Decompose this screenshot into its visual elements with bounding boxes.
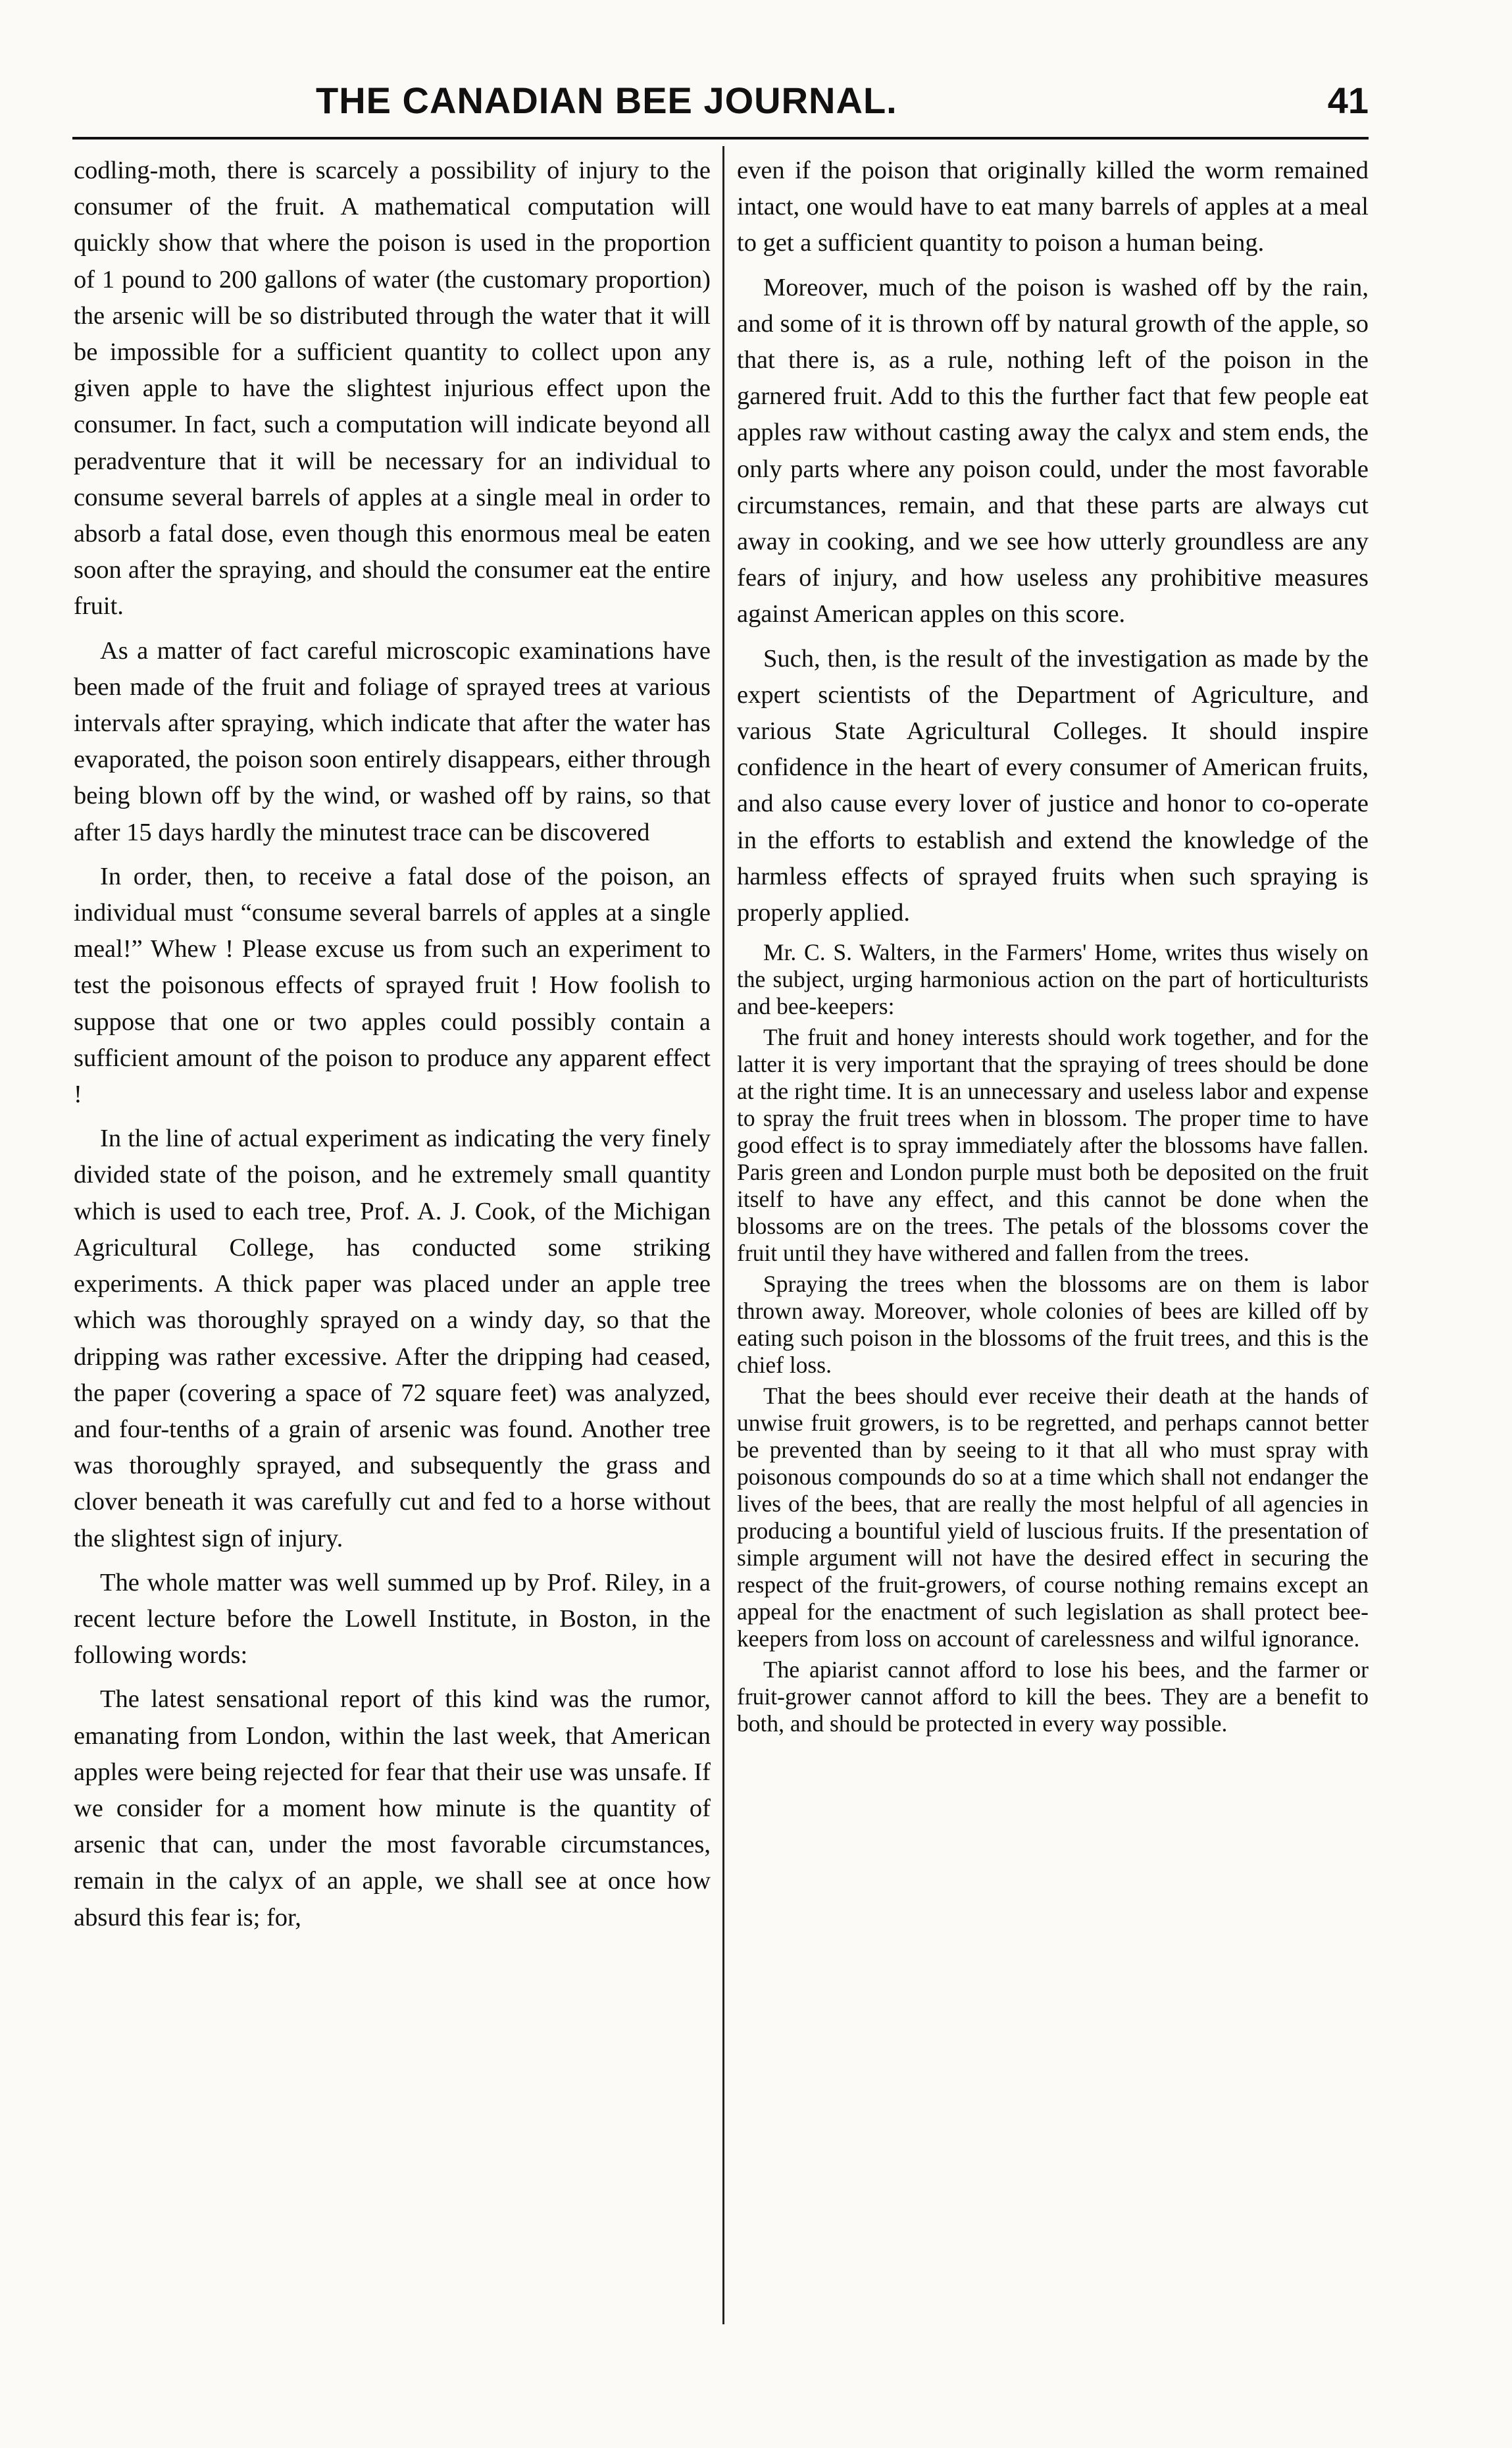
header-rule <box>72 137 1369 140</box>
paragraph: The fruit and honey interests should work together, and for the latter it is very important that the spraying of trees should be done at the right time. It is an unnecessary and useless labor and expense to spray the fruit trees when in blossom. The proper time to have good effect is to spray immediately after the blossoms have fallen. Paris green and London purple must both be deposited on the fruit itself to have any effect, and this cannot be done when the blossoms are on the trees. The petals of the blossoms cover the fruit until they have withered and fallen from the trees. <box>737 1024 1369 1267</box>
paragraph: The whole matter was well summed up by Prof. Riley, in a recent lecture before the Lowell Institute, in Boston, in the following words: <box>74 1568 711 1670</box>
paragraph: As a matter of fact careful microscopic examinations have been made of the fruit and foliage of sprayed trees at various intervals after spraying, which indicate that after the water has evaporated, the poison soon entirely disappears, either through being blown off by the wind, or washed off by rains, so that after 15 days hardly the minutest trace can be discovered <box>74 636 711 846</box>
paragraph: codling-moth, there is scarcely a possibility of injury to the consumer of the fruit. A mathematical computation will quickly show that where the poison is used in the proportion of 1 pound to 200 gallons of water (the customary proportion) the arsenic will be so distributed through the water that it will be impossible for a sufficient quantity to collect upon any given apple to have the slightest injurious effect upon the consumer. In fact, such a computation will indicate beyond all peradventure that it will be necessary for an individual to consume several barrels of apples at a single meal in order to absorb a fatal dose, even though this enormous meal be eaten soon after the spraying, and should the consumer eat the entire fruit. <box>74 157 711 621</box>
page-number: 41 <box>1327 80 1369 121</box>
journal-title: THE CANADIAN BEE JOURNAL. <box>316 80 897 121</box>
paragraph: Spraying the trees when the blossoms are on them is labor thrown away. Moreover, whole colonies of bees are killed off by eating such poison in the blossoms of the fruit trees, and this is the chief loss. <box>737 1271 1369 1379</box>
paragraph: Moreover, much of the poison is washed off by the rain, and some of it is thrown off by natural growth of the apple, so that there is, as a rule, nothing left of the poison in the garnered fruit. Add to this the further fact that few people eat apples raw without casting away the calyx and stem ends, the only parts where any poison could, under the most favorable circumstances, remain, and that these parts are always cut away in cooking, and we see how utterly groundless are any fears of injury, and how useless any prohibitive measures against American apples on this score. <box>737 273 1369 628</box>
page-header <box>72 79 1369 132</box>
paragraph: Such, then, is the result of the investigation as made by the expert scientists of the Department of Agriculture, and various State Agricultural Colleges. It should inspire confidence in the heart of every consumer of American fruits, and also cause every lover of justice and honor to co-operate in the efforts to establish and extend the knowledge of the harmless effects of sprayed fruits when such spraying is properly applied. <box>737 644 1369 927</box>
paragraph: In order, then, to receive a fatal dose of the poison, an individual must “consume several barrels of apples at a single meal!” Whew ! Please excuse us from such an experiment to test the poisonous effects of sprayed fruit ! How foolish to suppose that one or two apples could possibly contain a sufficient amount of the poison to produce any apparent effect ! <box>74 862 711 1109</box>
paragraph: Mr. C. S. Walters, in the Farmers' Home, writes thus wisely on the subject, urging harmonious action on the part of horticulturists and bee-keepers: <box>737 939 1369 1020</box>
paragraph: even if the poison that originally killed the worm remained intact, one would have to eat many barrels of apples at a meal to get a sufficient quantity to poison a human being. <box>737 157 1369 257</box>
left-column <box>74 153 711 1944</box>
paragraph: In the line of actual experiment as indicating the very finely divided state of the poison, and he extremely small quantity which is used to each tree, Prof. A. J. Cook, of the Michigan Agricultural College, has conducted some striking experiments. A thick paper was placed under an apple tree which was thoroughly sprayed on a windy day, so that the dripping was rather excessive. After the dripping had ceased, the paper (covering a space of 72 square feet) was analyzed, and four-tenths of a grain of arsenic was found. Another tree was thoroughly sprayed, and subsequently the grass and clover beneath it was carefully cut and fed to a horse without the slightest sign of injury. <box>74 1125 711 1552</box>
paragraph: The latest sensational report of this kind was the rumor, emanating from London, within the last week, that American apples were being rejected for fear that their use was unsafe. If we consider for a moment how minute is the quantity of arsenic that can, under the most favorable circumstances, remain in the calyx of an apple, we shall see at once how absurd this fear is; for, <box>74 1685 711 1931</box>
paragraph: The apiarist cannot afford to lose his bees, and the farmer or fruit-grower cannot afford to kill the bees. They are a benefit to both, and should be protected in every way possible. <box>737 1656 1369 1737</box>
quoted-section <box>737 939 1369 1737</box>
column-divider <box>722 146 724 2324</box>
right-column <box>737 153 1369 1741</box>
paragraph: That the bees should ever receive their death at the hands of unwise fruit growers, is to be regretted, and perhaps cannot better be prevented than by seeing to it that all who must spray with poisonous compounds do so at a time which shall not endanger the lives of the bees, that are really the most helpful of all agencies in producing a bountiful yield of luscious fruits. If the presentation of simple argument will not have the desired effect in securing the respect of the fruit-growers, of course nothing remains except an appeal for the enactment of such legislation as shall protect bee-keepers from loss on account of carelessness and wilful ignorance. <box>737 1383 1369 1652</box>
